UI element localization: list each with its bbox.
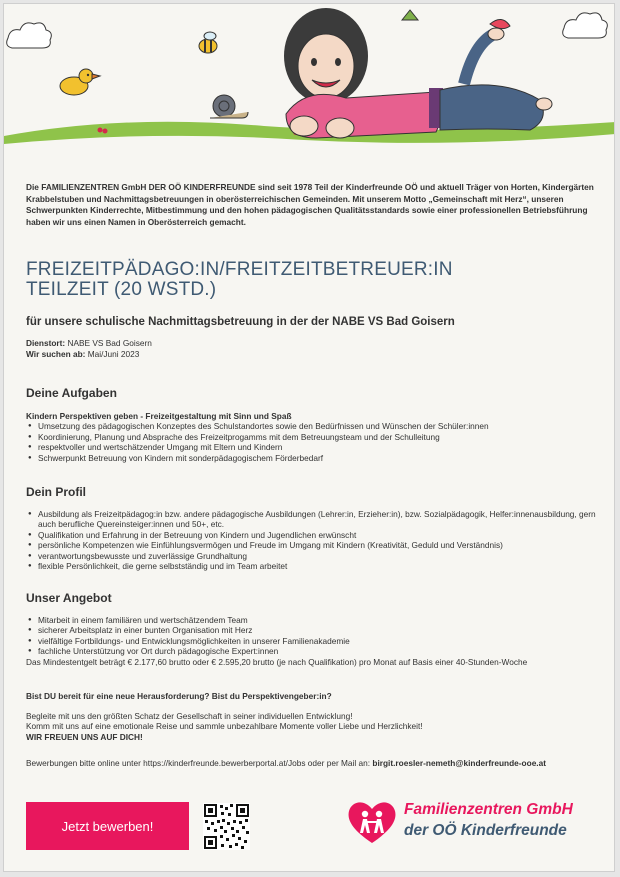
qr-code-icon[interactable]	[203, 803, 250, 850]
company-logo	[347, 799, 602, 845]
list-item: ● verantwortungsbewusste und zuverlässige Grundhaltung	[38, 551, 596, 561]
job-subtitle: für unsere schulische Nachmittagsbetreuung in der der NABE VS Bad Goisern	[26, 316, 455, 328]
list-item: ● Ausbildung als Freizeitpädagog:in bzw. andere pädagogische Ausbildungen (Lehrer:in, Erzieher:in), bzw. Sozialpädagogik, Helfer:innenausbildung, gern auch berufliche Quereinsteiger:innen und 50+, etc.	[38, 509, 596, 530]
aufgaben-section	[26, 411, 596, 463]
start-value: Mai/Juni 2023	[87, 349, 140, 359]
list-item: ● fachliche Unterstützung vor Ort durch pädagogische Expert:innen	[38, 646, 596, 656]
list-item: ● Qualifikation und Erfahrung in der Betreuung von Kindern und Jugendlichen erwünscht	[38, 530, 596, 540]
challenge-question: Bist DU bereit für eine neue Herausforderung? Bist du Perspektivengeber:in?	[26, 691, 332, 701]
profil-heading: Dein Profil	[26, 485, 87, 499]
closing-text	[26, 711, 596, 742]
profil-section	[26, 509, 596, 571]
angebot-section	[26, 615, 596, 667]
application-info	[26, 758, 546, 768]
list-item: ● flexible Persönlichkeit, die gerne selbstständig und im Team arbeitet	[38, 561, 596, 571]
snail-icon	[210, 95, 248, 118]
job-title	[26, 260, 586, 300]
list-item: ● persönliche Kompetenzen wie Einfühlungsvermögen und Freude im Umgang mit Kindern (Kreativität, Geduld und Verständnis)	[38, 540, 596, 550]
plant-icon	[402, 10, 418, 20]
angebot-list	[26, 615, 596, 657]
application-text: Bewerbungen bitte online unter https://kinderfreunde.bewerberportal.at/Jobs oder per Mail an:	[26, 758, 371, 768]
cloud-icon	[7, 23, 52, 48]
list-item: ● sicherer Arbeitsplatz in einer bunten Organisation mit Herz	[38, 625, 596, 635]
apply-now-button[interactable]: Jetzt bewerben!	[26, 802, 189, 850]
aufgaben-heading: Deine Aufgaben	[26, 386, 117, 400]
job-title-line2: TEILZEIT (20 WSTD.)	[26, 279, 217, 300]
list-item: ● Schwerpunkt Betreuung von Kindern mit sonderpädagogischem Förderbedarf	[38, 453, 596, 463]
intro-text: Die FAMILIENZENTREN GmbH DER OÖ KINDERFREUNDE sind seit 1978 Teil der Kinderfreunde OÖ und aktuell Träger von Horten, Kindergärten Krabbelstuben und Nachmittagsbetreuungen in oberösterreichischen Gemeinden. Mit unserem Motto „Gemeinschaft mit Herz“, unseren Schwerpunkten Kinderrechte, Mitbestimmung und den hohen pädagogischen Qualitätsstandards sowie einer professionellen Betriebsführung haben wir uns einen Namen in Oberösterreich gemacht.	[26, 182, 594, 227]
start-label: Wir suchen ab:	[26, 349, 86, 359]
bee-icon	[199, 32, 217, 53]
salary-info: Das Mindestentgelt beträgt € 2.177,60 brutto oder € 2.595,20 brutto (je nach Qualifikation) pro Monat auf Basis einer 40-Stunden-Woche	[26, 656, 528, 667]
dienstort-row	[26, 338, 152, 349]
girl-illustration	[284, 8, 552, 138]
job-title-line1: FREIZEITPÄDAGO:IN/FREITZEITBETREUER:IN	[26, 259, 453, 280]
hero-illustration	[4, 4, 615, 164]
kinderfreunde-heart-logo-icon	[347, 799, 397, 845]
logo-line1: Familienzentren GmbH	[404, 801, 573, 818]
start-row	[26, 349, 152, 360]
job-meta	[26, 338, 152, 360]
list-item: ● Mitarbeit in einem familiären und wertschätzendem Team	[38, 615, 596, 625]
angebot-heading: Unser Angebot	[26, 591, 112, 605]
profil-list	[26, 509, 596, 571]
closing-line2: Komm mit uns auf eine emotionale Reise und sammle unbezahlbare Momente voller Liebe und Herzlichkeit!	[26, 721, 423, 732]
list-item: ● vielfältige Fortbildungs- und Entwicklungsmöglichkeiten in unserer Familienakademie	[38, 636, 596, 646]
aufgaben-lead: Kindern Perspektiven geben - Freizeitgestaltung mit Sinn und Spaß	[26, 411, 292, 421]
application-email-link[interactable]: birgit.roesler-nemeth@kinderfreunde-ooe.at	[372, 758, 546, 768]
dienstort-value: NABE VS Bad Goisern	[67, 338, 152, 348]
list-item: ● Koordinierung, Planung und Absprache des Freizeitprogamms mit dem Betreuungsteam und der Schulleitung	[38, 432, 596, 442]
aufgaben-list	[26, 421, 596, 463]
dienstort-label: Dienstort:	[26, 338, 66, 348]
logo-line2: der OÖ Kinderfreunde	[404, 822, 567, 839]
bird-icon	[60, 69, 100, 95]
cloud-icon	[563, 13, 608, 38]
bird-icon	[490, 19, 510, 28]
closing-line1: Begleite mit uns den größten Schatz der Gesellschaft in seiner individuellen Entwicklung!	[26, 711, 353, 721]
list-item: ● Umsetzung des pädagogischen Konzeptes des Schulstandortes sowie den Bedürfnissen und Wünschen der Schüler:innen	[38, 421, 596, 431]
list-item: ● respektvoller und wertschätzender Umgang mit Eltern und Kindern	[38, 442, 596, 452]
job-ad-page	[3, 3, 615, 872]
closing-line3: WIR FREUEN UNS AUF DICH!	[26, 731, 143, 742]
